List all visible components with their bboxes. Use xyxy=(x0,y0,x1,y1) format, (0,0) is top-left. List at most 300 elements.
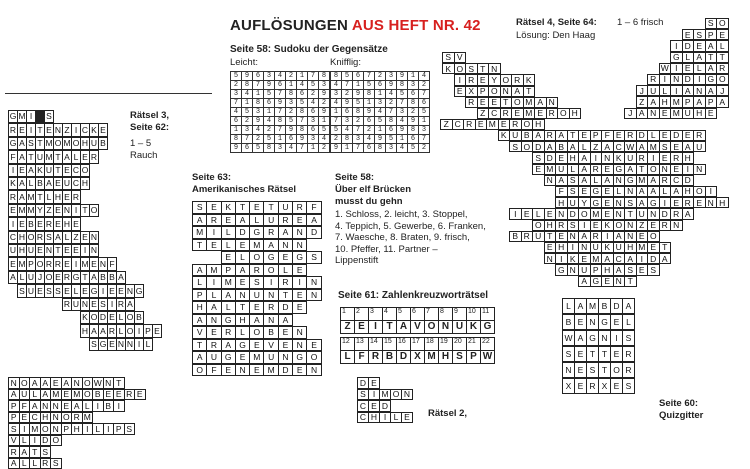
grid-cell: T xyxy=(81,205,89,216)
grid-cell: M xyxy=(587,299,598,313)
grid-cell: P xyxy=(144,325,152,336)
bruecken-line: 1. Schloss, 2. leicht, 3. Stoppel, xyxy=(335,209,486,221)
grid-cell: P xyxy=(9,413,19,423)
grid-cell: O xyxy=(36,258,44,269)
grid-cell: M xyxy=(487,120,498,129)
grid-cell: D xyxy=(683,41,694,50)
grid-cell: A xyxy=(683,142,694,151)
grid-cell: G xyxy=(587,331,598,345)
sudoku-cell: 4 xyxy=(375,108,385,116)
grid-cell: R xyxy=(207,215,220,226)
sudoku-cell: 2 xyxy=(264,126,274,134)
grid-cell: X xyxy=(563,379,574,393)
puzzle3-row xyxy=(8,150,99,163)
grid-cell: F xyxy=(9,151,17,162)
grid-cell: T xyxy=(36,191,44,202)
quiz-subtitle: Quizgitter xyxy=(659,410,703,422)
sudoku-cell: 9 xyxy=(397,72,407,80)
grid-cell: A xyxy=(671,187,682,196)
grid-cell: E xyxy=(222,215,235,226)
puzzle4-row xyxy=(636,96,729,107)
grid-cell: S xyxy=(54,285,62,296)
sudoku-cell: 8 xyxy=(364,90,374,98)
grid-cell: E xyxy=(36,245,44,256)
grid-cell: I xyxy=(660,75,671,84)
quiz-row xyxy=(562,346,635,362)
amerikanisch-row xyxy=(192,264,307,277)
grid-cell: O xyxy=(193,365,206,376)
grid-cell: V xyxy=(264,340,277,351)
grid-cell: H xyxy=(72,424,82,434)
zahlenkreuz-row1 xyxy=(340,320,495,334)
grid-cell: U xyxy=(625,153,636,162)
amerikanisch-row xyxy=(192,276,322,289)
grid-cell: A xyxy=(579,232,590,241)
grid-cell: A xyxy=(9,272,17,283)
grid-cell: E xyxy=(611,347,622,361)
grid-cell: L xyxy=(117,325,125,336)
sudoku-cell: 9 xyxy=(264,81,274,89)
grid-cell: A xyxy=(222,290,235,301)
grid-cell: H xyxy=(18,232,26,243)
grid-cell: N xyxy=(625,187,636,196)
grid-cell: E xyxy=(90,258,98,269)
sudoku-cell: 8 xyxy=(408,126,418,134)
grid-cell: X xyxy=(599,379,610,393)
sudoku-cell: 9 xyxy=(253,117,263,125)
sudoku-cell: 2 xyxy=(364,126,374,134)
sudoku-cell: 5 xyxy=(375,117,385,125)
grid-cell: A xyxy=(533,131,544,140)
grid-cell: A xyxy=(683,86,694,95)
grid-cell: S xyxy=(250,277,263,288)
grid-cell: R xyxy=(510,120,521,129)
grid-cell: T xyxy=(27,151,35,162)
grid-cell: U xyxy=(568,198,579,207)
zahlenkreuz-cell: H xyxy=(439,351,452,363)
grid-cell: T xyxy=(30,447,40,457)
puzzle3-row xyxy=(8,164,90,177)
grid-cell: R xyxy=(9,447,19,457)
grid-cell: R xyxy=(279,277,292,288)
grid-cell: O xyxy=(558,109,569,118)
grid-cell: E xyxy=(478,75,489,84)
sudoku-cell: 4 xyxy=(286,144,296,152)
grid-cell: A xyxy=(637,142,648,151)
grid-cell: A xyxy=(579,165,590,174)
grid-cell: E xyxy=(20,413,30,423)
grid-cell: R xyxy=(63,299,71,310)
grid-cell: M xyxy=(207,265,220,276)
grid-cell: S xyxy=(510,142,521,151)
sudoku-cell: 4 xyxy=(397,144,407,152)
grid-cell: S xyxy=(45,232,53,243)
grid-cell: E xyxy=(222,252,235,263)
grid-cell: N xyxy=(51,401,61,411)
grid-cell: E xyxy=(660,109,671,118)
grid-cell: R xyxy=(694,131,705,140)
grid-cell: S xyxy=(694,30,705,39)
puzzle3-row xyxy=(89,338,153,351)
sudoku-cell: 5 xyxy=(386,135,396,143)
page-title xyxy=(230,17,481,34)
grid-cell: M xyxy=(27,205,35,216)
grid-cell: G xyxy=(135,285,143,296)
grid-cell: G xyxy=(222,315,235,326)
sudoku-cell: 6 xyxy=(353,72,363,80)
grid-cell: E xyxy=(18,218,26,229)
grid-cell: H xyxy=(41,413,51,423)
grid-cell: T xyxy=(279,290,292,301)
grid-cell: E xyxy=(369,378,379,388)
grid-cell: R xyxy=(545,131,556,140)
puzzle4-row xyxy=(705,18,729,29)
grid-cell: R xyxy=(522,232,533,241)
grid-cell: N xyxy=(625,221,636,230)
grid-cell: E xyxy=(579,254,590,263)
sudoku-cell: 4 xyxy=(386,90,396,98)
puzzle3-row xyxy=(62,298,135,311)
zahlenkreuz-cell: Z xyxy=(341,321,354,333)
grid-cell: L xyxy=(279,265,292,276)
grid-cell: R xyxy=(264,302,277,313)
grid-cell: A xyxy=(18,138,26,149)
grid-cell: O xyxy=(250,327,263,338)
grid-cell: A xyxy=(279,227,292,238)
sudoku-cell: 8 xyxy=(275,117,285,125)
grid-cell: S xyxy=(125,424,135,434)
grid-cell: T xyxy=(236,302,249,313)
grid-cell: U xyxy=(63,178,71,189)
sudoku-cell: 8 xyxy=(264,144,274,152)
grid-cell: D xyxy=(358,378,368,388)
grid-cell: N xyxy=(671,75,682,84)
grid-cell: E xyxy=(522,209,533,218)
grid-cell: N xyxy=(117,339,125,350)
grid-cell: S xyxy=(90,339,98,350)
grid-cell: N xyxy=(648,209,659,218)
grid-cell: O xyxy=(648,165,659,174)
grid-cell: N xyxy=(545,176,556,185)
grid-cell: E xyxy=(236,352,249,363)
grid-cell: S xyxy=(623,331,634,345)
zahlenkreuz-cell: 20 xyxy=(453,338,466,350)
amerikanisch-row xyxy=(192,214,322,227)
zahlenkreuz-cell: 4 xyxy=(383,308,396,320)
grid-cell: E xyxy=(72,245,80,256)
sudoku-cell: 7 xyxy=(231,99,241,107)
zahlenkreuz-cell: A xyxy=(397,321,410,333)
grid-cell: L xyxy=(72,285,80,296)
puzzle4-row xyxy=(670,52,729,63)
grid-cell: M xyxy=(63,138,71,149)
grid-cell: G xyxy=(614,165,625,174)
sudoku-cell: 5 xyxy=(342,72,352,80)
grid-cell: S xyxy=(466,64,477,73)
grid-cell: E xyxy=(660,153,671,162)
grid-cell: N xyxy=(104,378,114,388)
grid-cell: M xyxy=(18,111,26,122)
grid-cell: O xyxy=(126,312,134,323)
grid-cell: R xyxy=(108,325,116,336)
zahlenkreuz-cell: B xyxy=(383,351,396,363)
grid-cell: Z xyxy=(637,221,648,230)
grid-cell: D xyxy=(545,153,556,162)
puzzle4-row xyxy=(555,197,729,208)
grid-cell: D xyxy=(533,142,544,151)
grid-cell: R xyxy=(501,109,512,118)
zahlenkreuz-cell: 12 xyxy=(341,338,354,350)
puzzle4-row xyxy=(532,152,694,163)
sudoku-cell: 7 xyxy=(386,108,396,116)
grid-cell: R xyxy=(279,215,292,226)
sudoku-cell: 4 xyxy=(364,135,374,143)
grid-cell: E xyxy=(648,243,659,252)
grid-cell: U xyxy=(207,352,220,363)
grid-cell: C xyxy=(614,254,625,263)
grid-cell: I xyxy=(380,413,390,423)
grid-cell: S xyxy=(568,176,579,185)
zahlenkreuz-cell: M xyxy=(425,351,438,363)
grid-cell: S xyxy=(443,53,454,62)
grid-cell: D xyxy=(279,302,292,313)
grid-cell: O xyxy=(27,232,35,243)
grid-cell: E xyxy=(18,124,26,135)
grid-cell: G xyxy=(250,227,263,238)
grid-cell: E xyxy=(637,265,648,274)
grid-cell: I xyxy=(9,165,17,176)
puzzle4-left-row xyxy=(454,86,536,97)
grid-cell: N xyxy=(293,340,306,351)
grid-cell: M xyxy=(545,165,556,174)
bruecken-line: 4. Teppich, 5. Gewerbe, 6. Franken, xyxy=(335,221,486,233)
bottom-row xyxy=(8,400,125,412)
grid-cell: R xyxy=(36,232,44,243)
puzzle4-row xyxy=(544,253,672,264)
sudoku-cell: 8 xyxy=(297,108,307,116)
sudoku-cell: 3 xyxy=(386,144,396,152)
grid-cell: E xyxy=(545,209,556,218)
grid-cell: L xyxy=(93,424,103,434)
sudoku-cell: 6 xyxy=(308,108,318,116)
grid-cell: T xyxy=(545,232,556,241)
zahlenkreuz-cell: 15 xyxy=(383,338,396,350)
puzzle4-row xyxy=(509,141,706,152)
grid-cell: E xyxy=(9,205,17,216)
grid-cell: E xyxy=(602,209,613,218)
sudoku-cell: 9 xyxy=(397,126,407,134)
grid-cell: T xyxy=(587,347,598,361)
grid-cell: I xyxy=(591,153,602,162)
sudoku-cell: 1 xyxy=(242,99,252,107)
grid-cell: P xyxy=(591,265,602,274)
grid-cell: A xyxy=(236,265,249,276)
zahlenkreuz-cell: 2 xyxy=(355,308,368,320)
grid-cell: H xyxy=(683,153,694,162)
grid-cell: E xyxy=(51,378,61,388)
grid-cell: U xyxy=(683,109,694,118)
grid-cell: U xyxy=(579,265,590,274)
grid-cell: U xyxy=(36,151,44,162)
grid-cell: P xyxy=(683,97,694,106)
grid-cell: G xyxy=(625,176,636,185)
bottom-mid-row xyxy=(357,400,391,412)
grid-cell: E xyxy=(533,165,544,174)
puzzle3-row xyxy=(8,110,54,123)
sudoku-cell: 5 xyxy=(242,108,252,116)
grid-cell: E xyxy=(54,205,62,216)
sudoku-cell: 2 xyxy=(253,135,263,143)
grid-cell: P xyxy=(591,131,602,140)
grid-cell: L xyxy=(18,272,26,283)
grid-cell: A xyxy=(193,315,206,326)
quiz-row xyxy=(562,298,635,314)
grid-cell: O xyxy=(90,205,98,216)
grid-cell: N xyxy=(547,98,558,107)
grid-cell: S xyxy=(27,138,35,149)
sudoku-cell: 2 xyxy=(375,72,385,80)
grid-cell: S xyxy=(99,299,107,310)
sudoku-cell: 3 xyxy=(408,81,418,89)
grid-cell: L xyxy=(30,390,40,400)
grid-cell: A xyxy=(27,165,35,176)
grid-cell: I xyxy=(293,277,306,288)
grid-cell: L xyxy=(694,64,705,73)
grid-cell: T xyxy=(478,64,489,73)
grid-cell: O xyxy=(455,64,466,73)
sudoku-cell: 9 xyxy=(375,135,385,143)
grid-cell: D xyxy=(279,365,292,376)
grid-cell: R xyxy=(591,232,602,241)
grid-cell: E xyxy=(402,413,412,423)
sudoku-cell: 1 xyxy=(375,126,385,134)
sudoku-cell: 4 xyxy=(297,81,307,89)
grid-cell: S xyxy=(51,459,61,469)
grid-cell: L xyxy=(117,312,125,323)
grid-cell: H xyxy=(81,138,89,149)
grid-cell: I xyxy=(99,285,107,296)
grid-cell: H xyxy=(556,198,567,207)
grid-cell: E xyxy=(222,365,235,376)
grid-cell: I xyxy=(114,401,124,411)
grid-cell: M xyxy=(380,390,390,400)
sudoku-cell: 1 xyxy=(331,108,341,116)
sudoku-cell: 7 xyxy=(275,108,285,116)
grid-cell: A xyxy=(207,302,220,313)
grid-cell: R xyxy=(591,165,602,174)
grid-cell: E xyxy=(90,299,98,310)
grid-cell: R xyxy=(625,131,636,140)
grid-cell: M xyxy=(18,205,26,216)
puzzle4-row xyxy=(578,276,637,287)
grid-cell: S xyxy=(706,19,717,28)
sudoku-cell: 6 xyxy=(364,144,374,152)
zahlenkreuz-cell: 8 xyxy=(439,308,452,320)
grid-cell: T xyxy=(236,202,249,213)
sudoku-cell: 7 xyxy=(308,72,318,80)
grid-cell: A xyxy=(602,176,613,185)
grid-cell: D xyxy=(380,401,390,411)
grid-cell: M xyxy=(30,424,40,434)
grid-cell: P xyxy=(9,401,19,411)
grid-cell: M xyxy=(591,209,602,218)
grid-cell: E xyxy=(63,245,71,256)
grid-cell: R xyxy=(9,124,17,135)
grid-cell: I xyxy=(72,205,80,216)
grid-cell: M xyxy=(27,191,35,202)
sudoku-cell: 3 xyxy=(419,126,429,134)
grid-cell: G xyxy=(293,252,306,263)
grid-cell: C xyxy=(81,124,89,135)
quiz-row xyxy=(562,362,635,378)
sudoku-cell: 6 xyxy=(297,90,307,98)
grid-cell: N xyxy=(126,339,134,350)
sudoku-cell: 5 xyxy=(353,99,363,107)
puzzle3-row xyxy=(8,271,126,284)
grid-cell: Y xyxy=(579,198,590,207)
zahlenkreuz-cell: T xyxy=(383,321,396,333)
puzzle4-row xyxy=(670,40,729,51)
grid-cell: U xyxy=(556,165,567,174)
grid-cell: A xyxy=(660,254,671,263)
sudoku-cell: 1 xyxy=(264,108,274,116)
grid-cell: U xyxy=(27,245,35,256)
grid-cell: L xyxy=(660,86,671,95)
zahlenkreuz-cell: 1 xyxy=(341,308,354,320)
grid-cell: R xyxy=(587,379,598,393)
grid-cell: A xyxy=(683,209,694,218)
grid-cell: S xyxy=(563,347,574,361)
puzzle4-row xyxy=(636,85,729,96)
grid-cell: E xyxy=(683,30,694,39)
bottom-mid-row xyxy=(357,377,380,389)
grid-cell: A xyxy=(279,315,292,326)
grid-cell: O xyxy=(83,378,93,388)
sudoku-cell: 1 xyxy=(308,144,318,152)
grid-cell: I xyxy=(81,245,89,256)
grid-cell: R xyxy=(90,151,98,162)
amerikanisch-row xyxy=(192,351,322,364)
grid-cell: H xyxy=(18,245,26,256)
grid-cell: R xyxy=(464,120,475,129)
sudoku-cell: 9 xyxy=(364,108,374,116)
grid-cell: B xyxy=(99,138,107,149)
grid-cell: N xyxy=(614,209,625,218)
grid-cell: I xyxy=(369,390,379,400)
grid-cell: A xyxy=(30,378,40,388)
sudoku-cell: 1 xyxy=(319,117,329,125)
grid-cell: N xyxy=(72,378,82,388)
grid-cell: E xyxy=(250,302,263,313)
grid-cell: N xyxy=(307,290,320,301)
sudoku-cell: 5 xyxy=(286,117,296,125)
grid-cell: S xyxy=(18,285,26,296)
grid-cell: O xyxy=(614,221,625,230)
grid-cell: A xyxy=(54,232,62,243)
grid-cell: E xyxy=(717,30,728,39)
grid-cell: R xyxy=(54,258,62,269)
sudoku-hard-label: Knifflig: xyxy=(330,57,361,69)
grid-cell: R xyxy=(671,209,682,218)
sudoku-cell: 7 xyxy=(397,99,407,107)
grid-cell: W xyxy=(93,378,103,388)
sudoku-cell: 5 xyxy=(397,90,407,98)
grid-cell: N xyxy=(264,290,277,301)
grid-cell: E xyxy=(556,232,567,241)
sudoku-cell: 2 xyxy=(408,108,418,116)
sudoku-cell: 5 xyxy=(253,144,263,152)
sudoku-cell: 3 xyxy=(286,99,296,107)
